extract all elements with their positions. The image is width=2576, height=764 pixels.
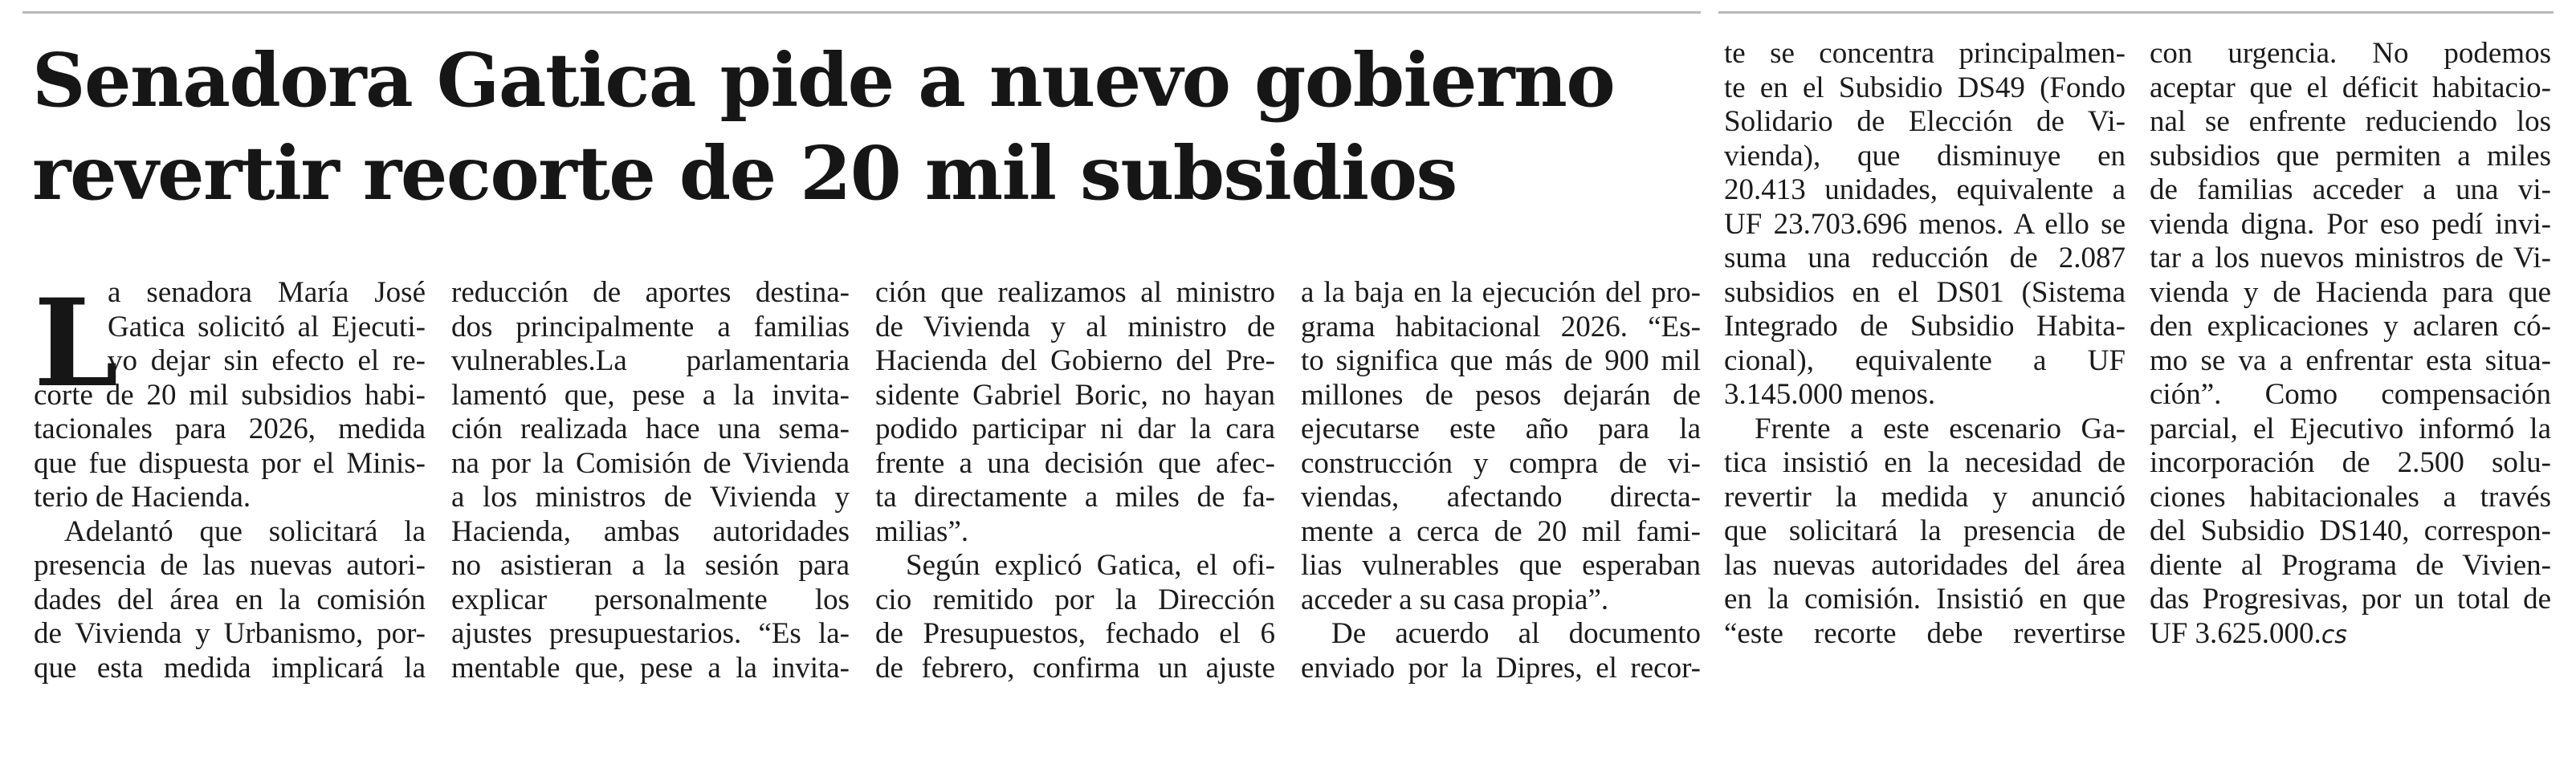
final-text: UF 3.625.000. [2150,616,2321,650]
end-of-article-mark: cs [2321,620,2347,649]
column-line: tica insistió en la necesidad de [1724,446,2126,479]
column-line: presencia de las nuevas autori- [34,549,426,582]
column-line: de Vivienda y al ministro de [875,310,1275,343]
column-line: dos principalmente a familias [451,310,850,343]
column-line: vienda y de Hacienda para que [2150,275,2551,309]
column-line: explicar personalmente los [451,583,850,616]
column-line: ajustes presupuestarios. “Es la- [451,617,850,650]
column-line: UF 23.703.696 menos. A ello se [1724,207,2126,241]
headline-line-2: revertir recorte de 20 mil subsidios [32,130,1457,217]
column-line: Gatica solicitó al Ejecuti- [108,310,426,343]
column-line: subsidios que permiten a miles [2150,139,2551,173]
column-line: Hacienda del Gobierno del Pre- [875,344,1275,377]
column-line: te en el Subsidio DS49 (Fondo [1724,71,2126,104]
column-line: Según explicó Gatica, el ofi- [906,549,1275,582]
column-line: te se concentra principalmen- [1724,37,2126,70]
top-rule [22,11,1701,14]
article-column-5 [1724,37,2126,651]
article-column-1 [34,273,426,685]
headline-line-1: Senadora Gatica pide a nuevo gobierno [32,37,1615,124]
column-line: den explicaciones y aclaren có- [2150,310,2551,343]
column-line: ejecutarse este año para la [1301,412,1701,445]
column-line: de Vivienda y Urbanismo, por- [34,617,426,650]
column-line: lias vulnerables que esperaban [1301,549,1701,582]
column-line: millones de pesos dejarán de [1301,378,1701,412]
column-line: milias”. [875,514,969,548]
column-line: “este recorte debe revertirse [1724,616,2126,650]
article-column-2 [451,276,850,685]
column-line: cional), equivalente a UF [1724,343,2126,377]
column-line: na por la Comisión de Vivienda [451,446,850,480]
column-line: vienda), que disminuye en [1724,139,2126,173]
column-line: 20.413 unidades, equivalente a [1724,173,2126,206]
column-line: Adelantó que solicitará la [64,514,426,548]
column-line: sidente Gabriel Boric, no hayan [875,378,1275,412]
column-line: subsidios en el DS01 (Sistema [1724,275,2126,309]
column-line: ción”. Como compensación [2150,378,2551,411]
column-line: terio de Hacienda. [34,481,251,514]
column-line: de Presupuestos, fechado el 6 [875,617,1275,650]
column-line: en la comisión. Insistió en que [1724,583,2126,616]
column-line: podido participar ni dar la cara [875,412,1275,445]
column-line: enviado por la Dipres, el recor- [1301,651,1701,685]
column-line: suma una reducción de 2.087 [1724,242,2126,274]
column-line: a senadora María José [108,276,426,309]
column-line: reducción de aportes destina- [451,276,850,309]
article-column-6 [2150,37,2551,652]
top-rule-right [1718,11,2554,14]
drop-cap: L [34,273,119,414]
column-line: Integrado de Subsidio Habita- [1724,310,2126,343]
column-line: viendas, afectando directa- [1301,481,1701,514]
column-line: aceptar que el déficit habitacio- [2150,71,2551,104]
column-line: no asistieran a la sesión para [451,549,850,582]
column-line: con urgencia. No podemos [2150,37,2551,70]
column-line: to significa que más de 900 mil [1301,344,1701,377]
column-line-final [2150,617,2551,653]
column-line: grama habitacional 2026. “Es- [1301,310,1701,343]
column-line: ta directamente a miles de fa- [875,481,1275,514]
column-line: lamentó que, pese a la invita- [451,378,850,412]
column-line: que solicitará la presencia de [1724,514,2126,547]
column-line: las nuevas autoridades del área [1724,548,2126,582]
column-line: Solidario de Elección de Vi- [1724,105,2126,138]
column-line: que esta medida implicará la [34,651,426,685]
column-line: tacionales para 2026, medida [34,412,426,445]
column-line: tar a los nuevos ministros de Vi- [2150,242,2551,274]
column-line: ciones habitacionales a través [2150,480,2551,514]
column-line: que fue dispuesta por el Minis- [34,446,426,480]
article-headline [32,34,1686,220]
column-line: del Subsidio DS140, correspon- [2150,514,2551,547]
article-column-4 [1301,276,1701,685]
column-line: 3.145.000 menos. [1724,378,1936,411]
column-line: mentable que, pese a la invita- [451,651,850,685]
column-line: mo se va a enfrentar esta situa- [2150,343,2551,377]
column-line: parcial, el Ejecutivo informó la [2150,412,2551,445]
column-line: a los ministros de Vivienda y [451,481,850,514]
column-line: de familias acceder a una vi- [2150,173,2551,206]
column-line: De acuerdo al documento [1331,617,1701,650]
column-line: dades del área en la comisión [34,583,426,616]
column-line: diente al Programa de Vivien- [2150,548,2551,582]
column-line: nal se enfrente reduciendo los [2150,105,2551,138]
column-line: das Progresivas, por un total de [2150,583,2551,616]
column-line: Hacienda, ambas autoridades [451,514,850,548]
column-line: vo dejar sin efecto el re- [108,344,426,377]
column-line: ción que realizamos al ministro [875,276,1275,309]
article-column-3 [875,276,1275,685]
column-line: corte de 20 mil subsidios habi- [34,378,426,412]
column-line: acceder a su casa propia”. [1301,583,1609,616]
column-line: vienda digna. Por eso pedí invi- [2150,207,2551,241]
column-line: incorporación de 2.500 solu- [2150,446,2551,479]
column-line: vulnerables.La parlamentaria [451,344,850,377]
column-line: revertir la medida y anunció [1724,480,2126,514]
column-line: ción realizada hace una sema- [451,412,850,445]
column-line: frente a una decisión que afec- [875,446,1275,480]
column-line: a la baja en la ejecución del pro- [1301,276,1701,309]
column-line: construcción y compra de vi- [1301,446,1701,480]
column-line: cio remitido por la Dirección [875,583,1275,616]
column-line: de febrero, confirma un ajuste [875,651,1275,685]
column-line: Frente a este escenario Ga- [1755,412,2126,445]
column-line: mente a cerca de 20 mil fami- [1301,514,1701,548]
